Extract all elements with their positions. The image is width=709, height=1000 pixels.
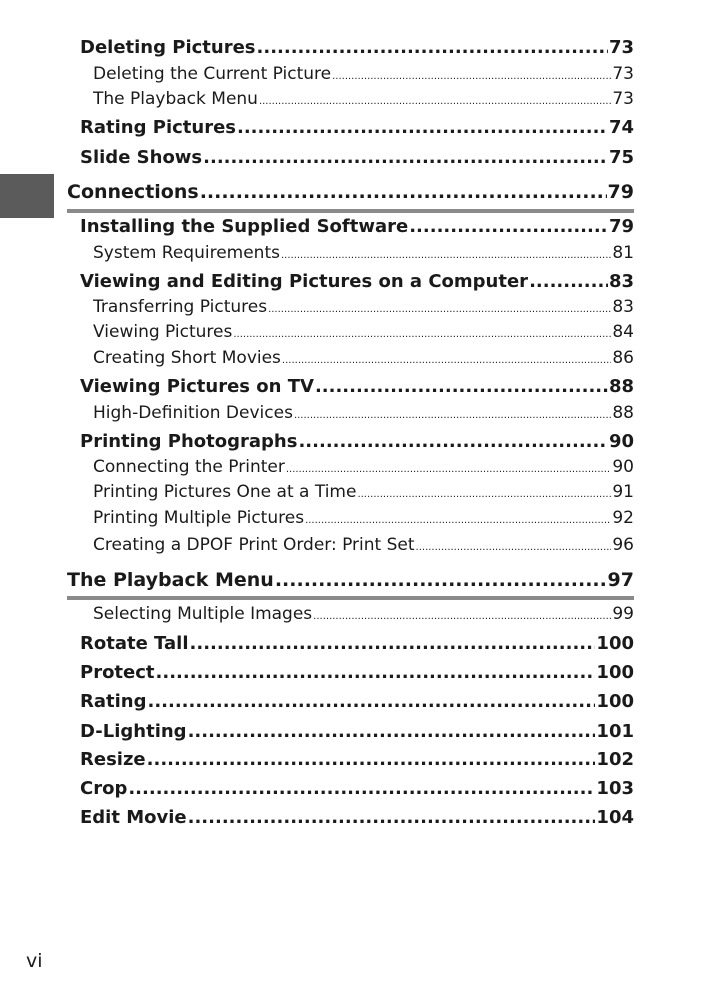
- toc-subsection-entry[interactable]: [93, 535, 634, 559]
- toc-entry-page: 103: [596, 778, 634, 799]
- toc-entry-title: Connecting the Printer: [93, 457, 285, 477]
- toc-section-entry[interactable]: [80, 216, 634, 242]
- toc-chapter-entry[interactable]: [67, 569, 634, 597]
- chapter-tab-marker: [0, 174, 54, 218]
- toc-entry-title: Slide Shows: [80, 147, 203, 168]
- toc-entry-page: 102: [596, 749, 634, 770]
- toc-entry-title: Creating Short Movies: [93, 348, 281, 368]
- dot-leader: [313, 611, 611, 622]
- toc-entry-page: 84: [612, 322, 634, 342]
- toc-section-entry[interactable]: [80, 147, 634, 173]
- toc-section-entry[interactable]: [80, 721, 634, 747]
- toc-subsection-entry[interactable]: [93, 64, 634, 88]
- dot-leader: [282, 355, 611, 366]
- toc-entry-page: 90: [608, 431, 634, 452]
- dot-leader: [298, 431, 607, 452]
- toc-subsection-entry[interactable]: [93, 457, 634, 481]
- dot-leader: [275, 569, 607, 591]
- toc-entry-title: Deleting the Current Picture: [93, 64, 332, 84]
- toc-entry-title: Deleting Pictures: [80, 37, 256, 58]
- toc-entry-page: 73: [608, 37, 634, 58]
- toc-entry-page: 81: [612, 243, 634, 263]
- toc-section-entry[interactable]: [80, 749, 634, 775]
- dot-leader: [203, 147, 608, 168]
- toc-entry-page: 73: [612, 64, 634, 84]
- toc-section-entry[interactable]: [80, 117, 634, 143]
- toc-entry-page: 101: [596, 721, 634, 742]
- toc-entry-page: 97: [607, 569, 634, 591]
- toc-entry-title: Installing the Supplied Software: [80, 216, 409, 237]
- page-number: vi: [26, 950, 43, 972]
- toc-chapter-entry[interactable]: [67, 181, 634, 209]
- dot-leader: [200, 181, 607, 203]
- toc-section-entry[interactable]: [80, 778, 634, 804]
- dot-leader: [190, 633, 596, 654]
- toc-entry-page: 74: [608, 117, 634, 138]
- toc-entry-title: Viewing Pictures on TV: [80, 376, 314, 397]
- toc-entry-title: Rating: [80, 691, 147, 712]
- toc-section-entry[interactable]: [80, 431, 634, 457]
- toc-entry-page: 96: [612, 535, 634, 555]
- dot-leader: [281, 250, 611, 261]
- toc-entry-title: System Requirements: [93, 243, 280, 263]
- dot-leader: [294, 410, 611, 421]
- toc-entry-title: Printing Multiple Pictures: [93, 508, 305, 528]
- toc-section-entry[interactable]: [80, 376, 634, 402]
- toc-subsection-entry[interactable]: [93, 243, 634, 267]
- toc-entry-page: 104: [596, 807, 634, 828]
- toc-entry-title: The Playback Menu: [67, 569, 274, 591]
- toc-subsection-entry[interactable]: [93, 348, 634, 372]
- dot-leader: [237, 117, 608, 138]
- toc-entry-page: 75: [608, 147, 634, 168]
- dot-leader: [332, 71, 611, 82]
- dot-leader: [257, 37, 608, 58]
- toc-entry-title: Rating Pictures: [80, 117, 236, 138]
- toc-subsection-entry[interactable]: [93, 89, 634, 113]
- toc-entry-title: Printing Photographs: [80, 431, 298, 452]
- chapter-divider-rule: [67, 596, 634, 600]
- toc-section-entry[interactable]: [80, 662, 634, 688]
- dot-leader: [357, 489, 611, 500]
- toc-entry-page: 99: [612, 604, 634, 624]
- toc-entry-title: D-Lighting: [80, 721, 187, 742]
- dot-leader: [529, 271, 608, 292]
- dot-leader: [259, 96, 611, 107]
- toc-entry-page: 83: [612, 297, 634, 317]
- toc-entry-page: 88: [612, 403, 634, 423]
- toc-entry-page: 79: [608, 216, 634, 237]
- toc-section-entry[interactable]: [80, 633, 634, 659]
- toc-entry-title: Selecting Multiple Images: [93, 604, 313, 624]
- toc-section-entry[interactable]: [80, 271, 634, 297]
- toc-subsection-entry[interactable]: [93, 403, 634, 427]
- toc-entry-title: Crop: [80, 778, 128, 799]
- dot-leader: [233, 329, 611, 340]
- toc-entry-title: Connections: [67, 181, 199, 203]
- toc-section-entry[interactable]: [80, 37, 634, 63]
- toc-subsection-entry[interactable]: [93, 604, 634, 628]
- toc-entry-page: 88: [608, 376, 634, 397]
- dot-leader: [156, 662, 596, 683]
- dot-leader: [416, 542, 612, 553]
- toc-subsection-entry[interactable]: [93, 508, 634, 532]
- toc-entry-title: Edit Movie: [80, 807, 187, 828]
- dot-leader: [268, 304, 611, 315]
- toc-entry-page: 73: [612, 89, 634, 109]
- toc-entry-title: The Playback Menu: [93, 89, 258, 109]
- dot-leader: [305, 515, 611, 526]
- toc-entry-title: Transferring Pictures: [93, 297, 268, 317]
- toc-section-entry[interactable]: [80, 807, 634, 833]
- toc-entry-title: High-Definition Devices: [93, 403, 293, 423]
- toc-entry-title: Resize: [80, 749, 146, 770]
- toc-entry-title: Protect: [80, 662, 155, 683]
- dot-leader: [147, 691, 595, 712]
- chapter-divider-rule: [67, 209, 634, 213]
- toc-entry-page: 100: [596, 662, 634, 683]
- dot-leader: [128, 778, 595, 799]
- toc-entry-title: Viewing and Editing Pictures on a Computer: [80, 271, 529, 292]
- toc-entry-page: 86: [612, 348, 634, 368]
- toc-entry-page: 100: [596, 691, 634, 712]
- toc-entry-page: 91: [612, 482, 634, 502]
- dot-leader: [188, 807, 596, 828]
- dot-leader: [409, 216, 608, 237]
- dot-leader: [286, 464, 612, 475]
- toc-section-entry[interactable]: [80, 691, 634, 717]
- toc-subsection-entry[interactable]: [93, 297, 634, 321]
- toc-entry-title: Viewing Pictures: [93, 322, 233, 342]
- toc-entry-page: 92: [612, 508, 634, 528]
- toc-entry-page: 100: [596, 633, 634, 654]
- toc-entry-page: 79: [607, 181, 634, 203]
- toc-subsection-entry[interactable]: [93, 482, 634, 506]
- dot-leader: [188, 721, 596, 742]
- toc-entry-title: Creating a DPOF Print Order: Print Set: [93, 535, 415, 555]
- toc-entry-page: 90: [612, 457, 634, 477]
- dot-leader: [315, 376, 608, 397]
- dot-leader: [147, 749, 596, 770]
- toc-entry-title: Printing Pictures One at a Time: [93, 482, 357, 502]
- toc-subsection-entry[interactable]: [93, 322, 634, 346]
- toc-entry-title: Rotate Tall: [80, 633, 189, 654]
- toc-entry-page: 83: [608, 271, 634, 292]
